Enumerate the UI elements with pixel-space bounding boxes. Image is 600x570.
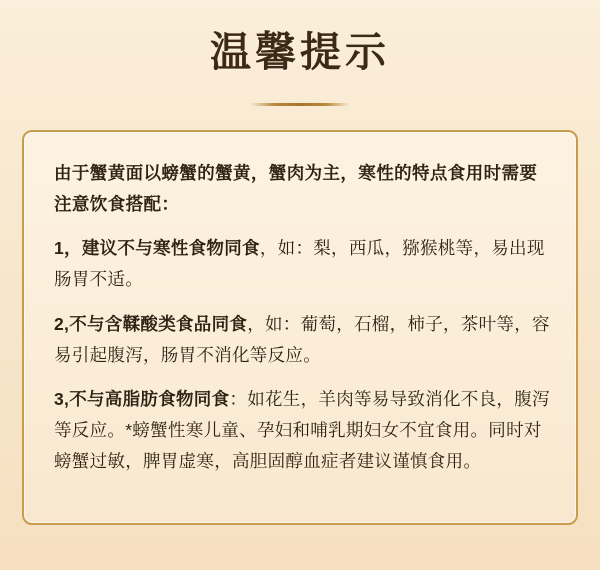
notice-card [22, 130, 578, 525]
list-item-lead: 1，建议不与寒性食物同食 [54, 238, 260, 259]
list-item-rest: ，如：葡萄，石榴，柿子，茶叶等，容易引起腹泻，肠胃不消化等反应。 [54, 313, 550, 365]
title-divider [250, 103, 350, 106]
page-title: 温馨提示 [210, 29, 390, 75]
list-item-rest: ，如：梨，西瓜，猕猴桃等，易出现肠胃不适。 [54, 238, 545, 290]
list-item [54, 309, 550, 371]
list-item [54, 384, 550, 477]
list-item-lead: 2,不与含鞣酸类食品同食 [54, 313, 248, 334]
list-item [54, 233, 550, 295]
list-item-rest: ：如花生，羊肉等易导致消化不良，腹泻等反应。*螃蟹性寒儿童、孕妇和哺乳期妇女不宜食用。同时对螃蟹过敏，脾胃虚寒，高胆固醇血症者建议谨慎食用。 [54, 388, 550, 472]
notice-intro: 由于蟹黄面以螃蟹的蟹黄，蟹肉为主，寒性的特点食用时需要注意饮食搭配： [54, 163, 538, 214]
list-item-lead: 3,不与高脂肪食物同食 [54, 388, 230, 409]
